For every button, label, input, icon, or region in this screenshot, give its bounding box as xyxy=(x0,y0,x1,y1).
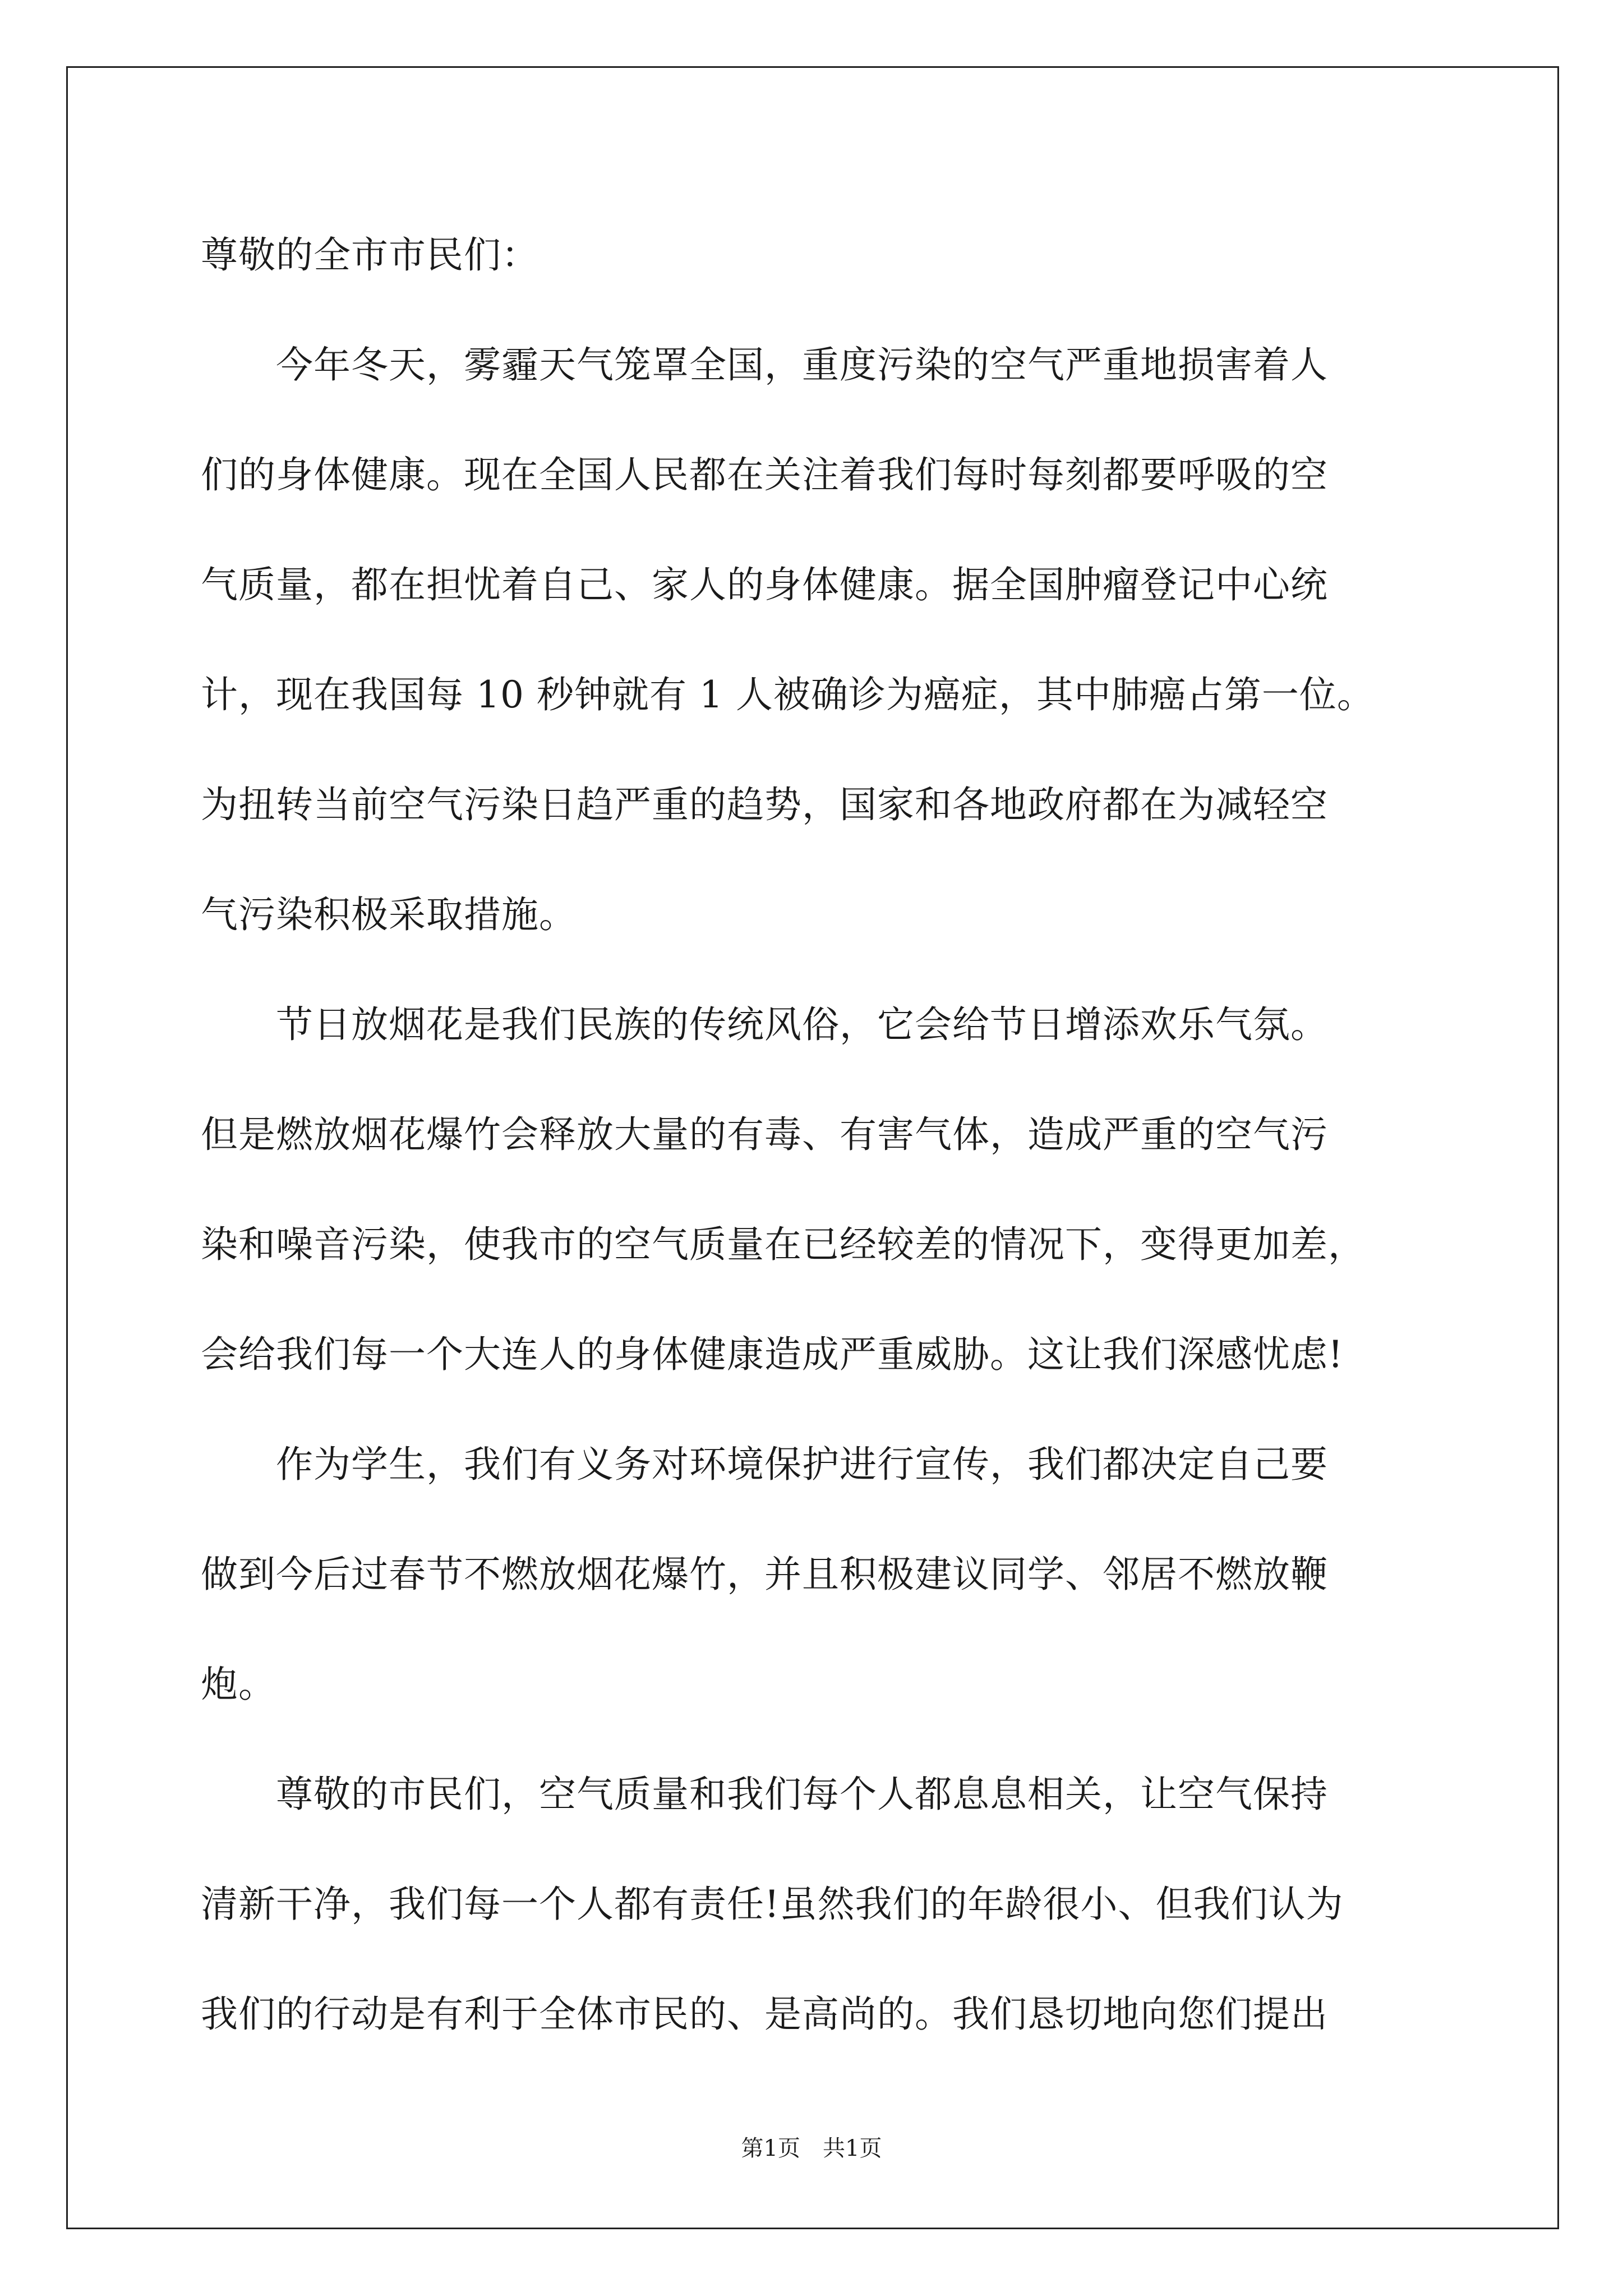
text-line: 我们的行动是有利于全体市民的、是高尚的。我们恳切地向您们提出 xyxy=(201,1993,1328,2036)
text-line: 会给我们每一个大连人的身体健康造成严重威胁。这让我们深感忧虑! xyxy=(201,1333,1344,1376)
text-line: 气污染积极采取措施。 xyxy=(201,893,577,936)
text-line: 气质量，都在担忧着自己、家人的身体健康。据全国肿瘤登记中心统 xyxy=(201,563,1328,606)
text-line: 作为学生，我们有义务对环境保护进行宣传，我们都决定自己要 xyxy=(201,1443,1328,1486)
text-line: 清新干净，我们每一个人都有责任!虽然我们的年龄很小、但我们认为 xyxy=(201,1883,1344,1926)
text-line: 今年冬天，雾霾天气笼罩全国，重度污染的空气严重地损害着人 xyxy=(201,343,1328,386)
text-line: 炮。 xyxy=(201,1663,276,1706)
text-line: 为扭转当前空气污染日趋严重的趋势，国家和各地政府都在为减轻空 xyxy=(201,783,1328,826)
text-line: 们的身体健康。现在全国人民都在关注着我们每时每刻都要呼吸的空 xyxy=(201,453,1328,496)
text-line: 但是燃放烟花爆竹会释放大量的有毒、有害气体，造成严重的空气污 xyxy=(201,1113,1328,1156)
salutation-line: 尊敬的全市市民们： xyxy=(201,233,539,277)
text-line: 计，现在我国每 10 秒钟就有 1 人被确诊为癌症，其中肺癌占第一位。 xyxy=(201,673,1375,716)
text-line: 节日放烟花是我们民族的传统风俗，它会给节日增添欢乐气氛。 xyxy=(201,1003,1328,1046)
text-line: 尊敬的市民们，空气质量和我们每个人都息息相关，让空气保持 xyxy=(201,1773,1328,1816)
page-footer: 第1页 共1页 xyxy=(741,2136,882,2161)
text-line: 做到今后过春节不燃放烟花爆竹，并且积极建议同学、邻居不燃放鞭 xyxy=(201,1553,1328,1596)
document-body xyxy=(201,219,1435,2088)
text-line: 染和噪音污染，使我市的空气质量在已经较差的情况下，变得更加差， xyxy=(201,1223,1366,1266)
